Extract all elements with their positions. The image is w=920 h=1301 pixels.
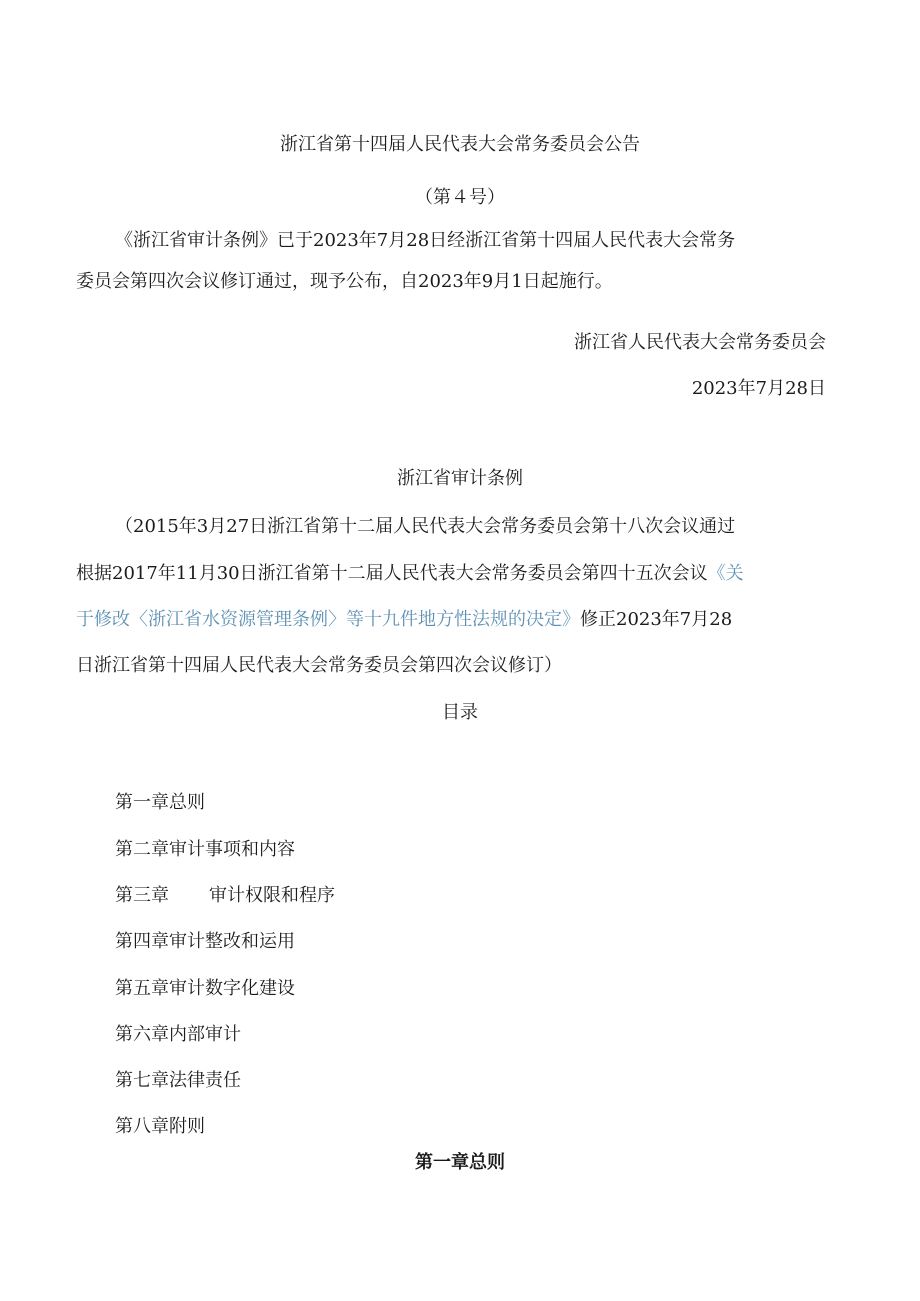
toc-item[interactable] [115, 887, 335, 905]
history-line-3-text: 修正2023年7月28 [580, 609, 733, 630]
history-line-3 [76, 611, 732, 629]
amendment-decision-link[interactable]: 于修改〈浙江省水资源管理条例〉等十九件地方性法规的决定》 [76, 609, 580, 630]
notice-signature: 浙江省人民代表大会常务委员会 [574, 332, 826, 353]
toc-item[interactable]: 第一章总则 [115, 792, 205, 813]
notice-date: 2023年7月28日 [691, 378, 826, 399]
amendment-decision-link-start[interactable]: 《关 [707, 563, 744, 584]
history-line-1: （2015年3月27日浙江省第十二届人民代表大会常务委员会第十八次会议通过 [115, 516, 736, 537]
toc-item[interactable]: 第七章法律责任 [115, 1070, 241, 1091]
toc-item-chapter-number: 第三章 [115, 885, 169, 906]
toc-item-chapter-title: 审计权限和程序 [209, 885, 335, 906]
history-line-2-text: 根据2017年11月30日浙江省第十二届人民代表大会常务委员会第四十五次会议 [76, 563, 708, 584]
toc-item[interactable]: 第二章审计事项和内容 [115, 839, 295, 860]
notice-body-line-2: 委员会第四次会议修订通过，现予公布，自2023年9月1日起施行。 [76, 271, 613, 292]
toc-item[interactable]: 第五章审计数字化建设 [115, 978, 295, 999]
toc-heading: 目录 [442, 702, 478, 723]
regulation-title: 浙江省审计条例 [397, 468, 523, 489]
history-line-4: 日浙江省第十四届人民代表大会常务委员会第四次会议修订） [76, 655, 562, 676]
toc-item[interactable]: 第八章附则 [115, 1116, 205, 1137]
toc-item[interactable]: 第四章审计整改和运用 [115, 931, 295, 952]
notice-number: （第４号） [415, 187, 505, 208]
chapter-1-heading: 第一章总则 [415, 1152, 505, 1173]
toc-item[interactable]: 第六章内部审计 [115, 1024, 241, 1045]
history-line-2 [76, 565, 744, 583]
notice-title: 浙江省第十四届人民代表大会常务委员会公告 [280, 134, 640, 155]
notice-body-line-1: 《浙江省审计条例》已于2023年7月28日经浙江省第十四届人民代表大会常务 [115, 230, 736, 251]
